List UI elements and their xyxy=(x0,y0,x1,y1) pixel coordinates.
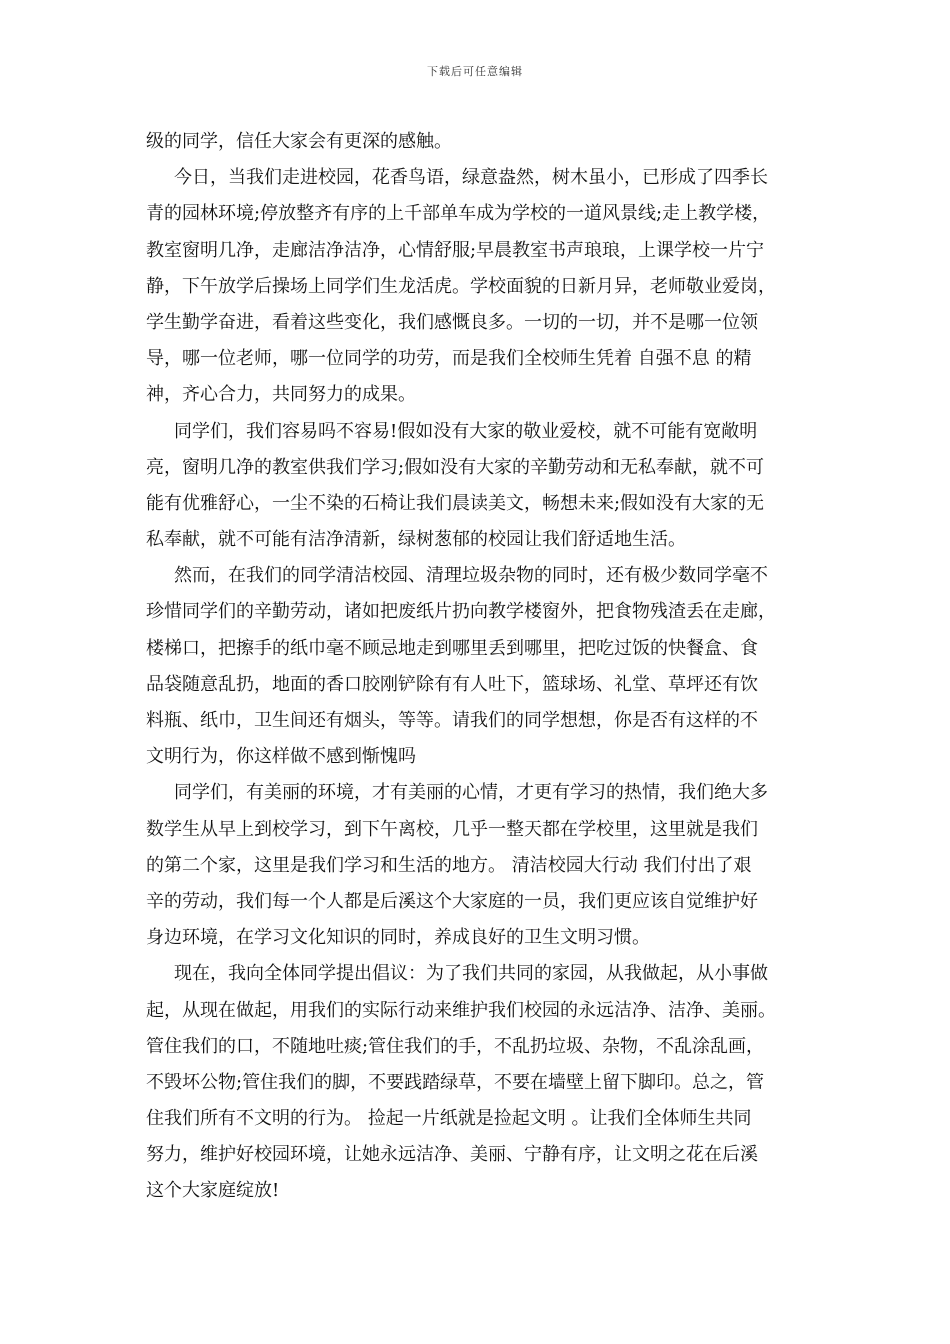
text-line: 辛的劳动，我们每一个人都是后溪这个大家庭的一员，我们更应该自觉维护好 xyxy=(146,890,758,912)
text-line: 神，齐心合力，共同努力的成果。 xyxy=(146,384,416,406)
text-line: 管住我们的口，不随地吐痰;管住我们的手，不乱扔垃圾、杂物，不乱涂乱画， xyxy=(146,1035,765,1057)
text-line: 不毁坏公物;管住我们的脚，不要践踏绿草，不要在墙壁上留下脚印。总之，管 xyxy=(146,1071,765,1093)
text-line: 今日，当我们走进校园，花香鸟语，绿意盎然，树木虽小，已形成了四季长 xyxy=(174,167,768,189)
text-line: 的第二个家，这里是我们学习和生活的地方。 清洁校园大行动 我们付出了艰 xyxy=(146,854,752,876)
text-line: 料瓶、纸巾，卫生间还有烟头，等等。请我们的同学想想，你是否有这样的不 xyxy=(146,710,758,731)
page-header: 下载后可任意编辑 xyxy=(427,65,523,78)
text-line: 现在，我向全体同学提出倡议：为了我们共同的家园，从我做起，从小事做 xyxy=(174,963,768,985)
text-line: 身边环境，在学习文化知识的同时，养成良好的卫生文明习惯。 xyxy=(146,927,650,949)
text-line: 静，下午放学后操场上同学们生龙活虎。学校面貌的日新月异，老师敬业爱岗， xyxy=(146,275,776,297)
text-line: 起，从现在做起，用我们的实际行动来维护我们校园的永远洁净、洁净、美丽。 xyxy=(146,999,776,1021)
text-line: 青的园林环境;停放整齐有序的上千部单车成为学校的一道风景线;走上教学楼， xyxy=(146,203,771,225)
text-line: 数学生从早上到校学习，到下午离校，几乎一整天都在学校里，这里就是我们 xyxy=(146,818,758,840)
text-line: 导，哪一位老师，哪一位同学的功劳，而是我们全校师生凭着 自强不息 的精 xyxy=(146,348,752,370)
text-line: 住我们所有不文明的行为。 捡起一片纸就是捡起文明 。让我们全体师生共同 xyxy=(146,1108,752,1130)
text-line: 同学们，我们容易吗不容易!假如没有大家的敬业爱校，就不可能有宽敞明 xyxy=(174,420,758,442)
document-body xyxy=(146,124,818,1210)
text-line: 努力，维护好校园环境，让她永远洁净、美丽、宁静有序，让文明之花在后溪 xyxy=(146,1144,758,1166)
text-line: 学生勤学奋进，看着这些变化，我们感慨良多。一切的一切，并不是哪一位领 xyxy=(146,311,758,333)
text-line: 私奉献，就不可能有洁净清新，绿树葱郁的校园让我们舒适地生活。 xyxy=(146,529,686,551)
text-line: 级的同学，信任大家会有更深的感触。 xyxy=(146,131,452,152)
text-line: 教室窗明几净，走廊洁净洁净，心情舒服;早晨教室书声琅琅，上课学校一片宁 xyxy=(146,239,765,261)
text-line: 能有优雅舒心，一尘不染的石椅让我们晨读美文，畅想未来;假如没有大家的无 xyxy=(146,492,765,514)
text-line: 珍惜同学们的辛勤劳动，诸如把废纸片扔向教学楼窗外，把食物残渣丢在走廊， xyxy=(146,601,776,623)
text-line: 亮，窗明几净的教室供我们学习;假如没有大家的辛勤劳动和无私奉献，就不可 xyxy=(146,456,765,478)
text-line: 楼梯口，把擦手的纸巾毫不顾忌地走到哪里丢到哪里，把吃过饭的快餐盒、食 xyxy=(146,637,758,659)
text-line: 文明行为，你这样做不感到惭愧吗 xyxy=(146,746,416,768)
text-line: 品袋随意乱扔，地面的香口胶刚铲除有有人吐下，篮球场、礼堂、草坪还有饮 xyxy=(146,673,758,695)
text-line: 同学们，有美丽的环境，才有美丽的心情，才更有学习的热情，我们绝大多 xyxy=(174,782,768,804)
text-line: 这个大家庭绽放! xyxy=(146,1180,280,1202)
text-line: 然而，在我们的同学清洁校园、清理垃圾杂物的同时，还有极少数同学毫不 xyxy=(174,565,768,587)
